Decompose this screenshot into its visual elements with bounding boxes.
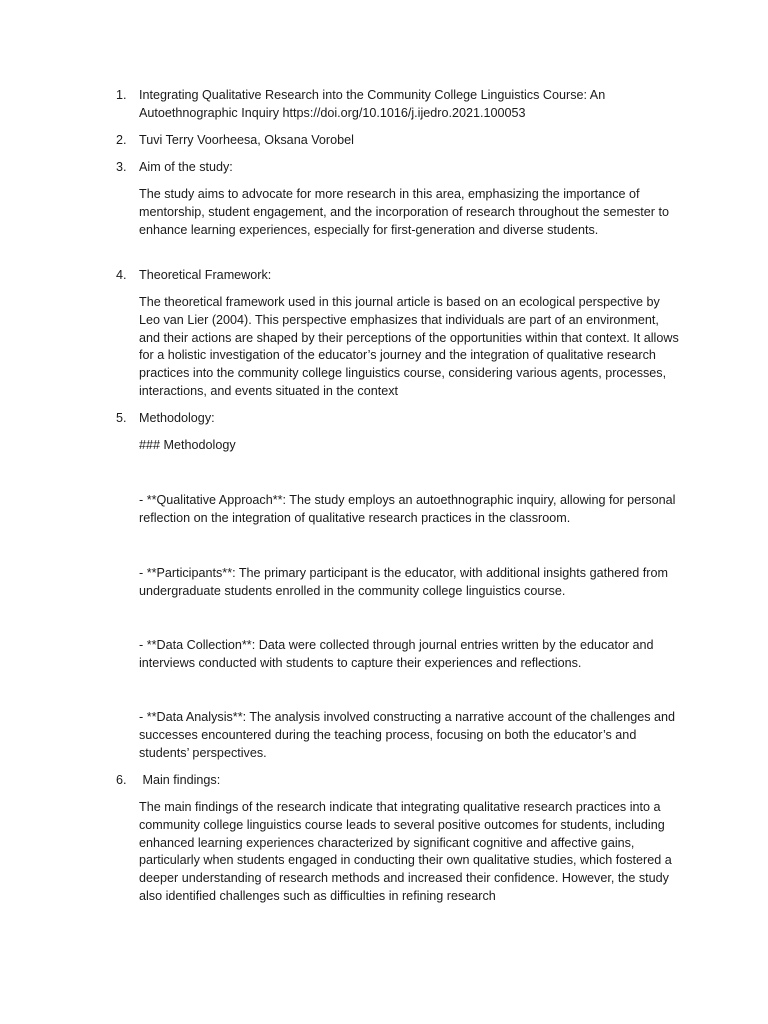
methodology-bullet: - **Data Collection**: Data were collected through journal entries written by the educator and interviews conducted with students to capture their experiences and reflections.	[139, 638, 654, 670]
section-heading-findings: Main findings:	[139, 773, 221, 787]
list-number: 3.	[116, 160, 127, 174]
methodology-bullet: - **Participants**: The primary participant is the educator, with additional insights gathered from undergraduate students enrolled in the community college linguistics course.	[139, 566, 668, 598]
methodology-heading: ### Methodology	[139, 438, 236, 452]
methodology-bullet: - **Data Analysis**: The analysis involved constructing a narrative account of the challenges and successes encountered during the teaching process, focusing on both the educator’s and students’ perspectives.	[139, 710, 676, 760]
framework-paragraph: The theoretical framework used in this journal article is based on an ecological perspective by Leo van Lier (2004). This perspective emphasizes that individuals are part of an environment, and their actions are shaped by their perceptions of the opportunities within that context. It allows for a holistic investigation of the educator’s journey and the integration of qualitative research practices into the community college linguistics course, considering various agents, processes, interactions, and events situated in the context	[139, 295, 679, 398]
list-number: 6.	[116, 773, 127, 787]
aim-paragraph: The study aims to advocate for more research in this area, emphasizing the importance of mentorship, student engagement, and the incorporation of research throughout the semester to enhance learning experiences, especially for first-generation and diverse students.	[139, 187, 669, 237]
authors-text: Tuvi Terry Voorheesa, Oksana Vorobel	[139, 133, 354, 147]
list-number: 1.	[116, 88, 127, 102]
methodology-bullet: - **Qualitative Approach**: The study employs an autoethnographic inquiry, allowing for personal reflection on the integration of qualitative research practices in the classroom.	[139, 493, 676, 525]
section-heading-methodology: Methodology:	[139, 411, 215, 425]
list-number: 2.	[116, 133, 127, 147]
citation-text: Integrating Qualitative Research into the Community College Linguistics Course: An Autoethnographic Inquiry https://doi.org/10.1016/j.ijedro.2021.100053	[139, 88, 606, 120]
findings-paragraph: The main findings of the research indicate that integrating qualitative research practices into a community college linguistics course leads to several positive outcomes for students, including enhanced learning experiences characterized by significant cognitive and affective gains, particularly when students engaged in conducting their own qualitative studies, which fostered a deeper understanding of research methods and increased their confidence. However, the study also identified challenges such as difficulties in refining research	[139, 800, 672, 903]
section-heading-framework: Theoretical Framework:	[139, 268, 272, 282]
section-heading-aim: Aim of the study:	[139, 160, 233, 174]
list-number: 4.	[116, 268, 127, 282]
list-number: 5.	[116, 411, 127, 425]
